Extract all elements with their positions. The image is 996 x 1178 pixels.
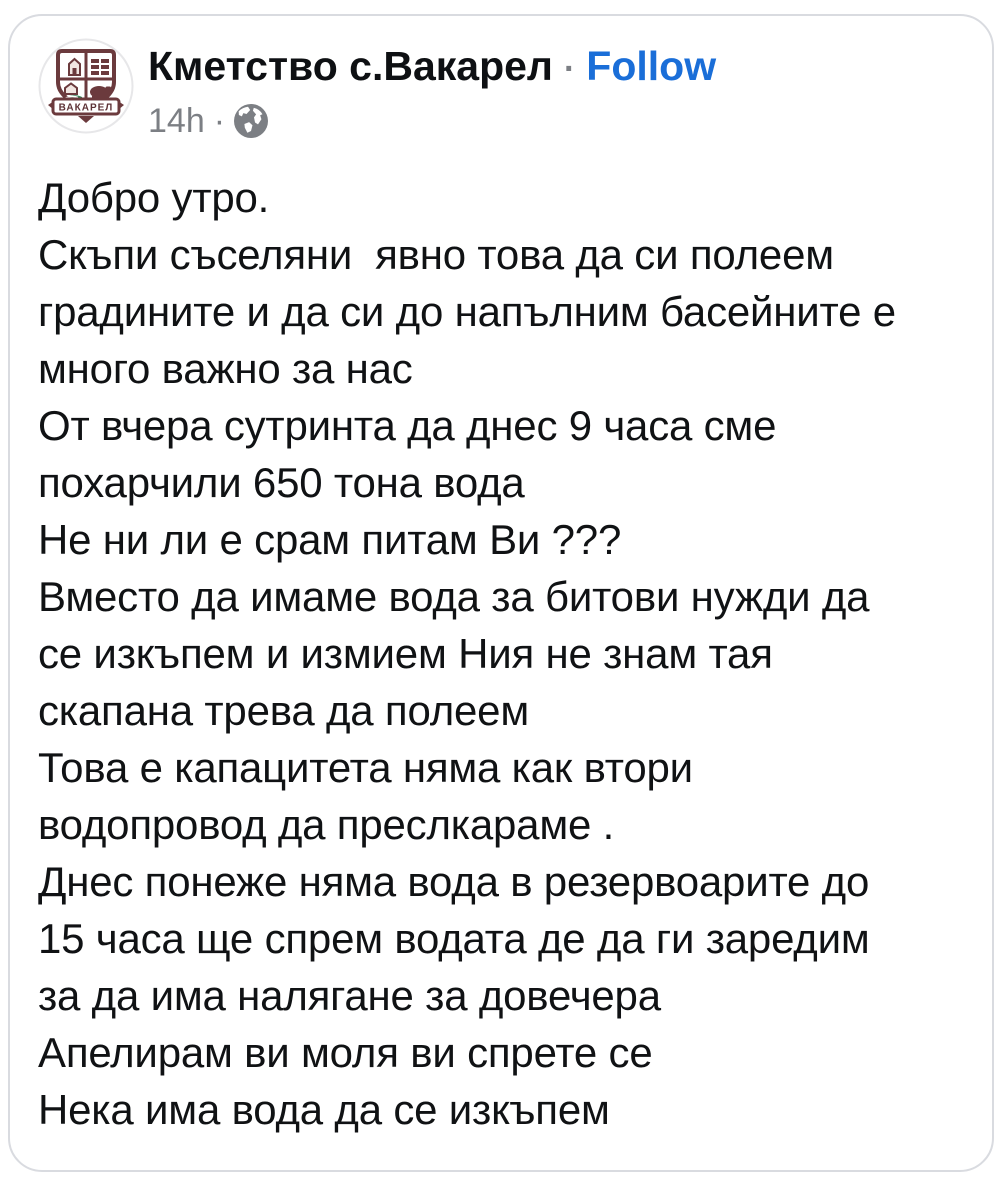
page-name-row (148, 42, 716, 93)
vakarel-crest-logo (38, 38, 134, 134)
page-avatar[interactable] (38, 38, 134, 134)
post-text-line: От вчера сутринта да днес 9 часа сме (38, 402, 777, 449)
post-timestamp[interactable]: 14h (148, 102, 205, 140)
post-text-line: градините и да си до напълним басейните е (38, 288, 896, 335)
post-text-line: Вместо да имаме вода за битови нужди да (38, 573, 870, 620)
post-text-line: 15 часа ще спрем водата де да ги заредим (38, 915, 870, 962)
post-text-line: Това е капацитета няма как втори (38, 744, 693, 791)
post-text-line: се изкъпем и измием Ния не знам тая (38, 630, 773, 677)
page-name-link[interactable]: Кметство с.Вакарел (148, 43, 553, 89)
post-text-line: похарчили 650 тона вода (38, 459, 525, 506)
post-text-line: Днес понеже няма вода в резервоарите до (38, 858, 870, 905)
post-text-line: скапана трева да полеем (38, 687, 530, 734)
post-meta-row (148, 102, 716, 140)
facebook-post-card (8, 14, 994, 1172)
avatar-banner-text: ВАКАРЕЛ (58, 102, 114, 114)
post-text-line: водопровод да преслкараме . (38, 801, 615, 848)
post-header (10, 16, 992, 140)
follow-button[interactable]: Follow (586, 43, 717, 89)
meta-separator-dot: · (213, 102, 226, 140)
post-text-line: Нека има вода да се изкъпем (38, 1086, 610, 1133)
post-text-line: Апелирам ви моля ви спрете се (38, 1029, 653, 1076)
post-text-line: Не ни ли е срам питам Ви ??? (38, 516, 622, 563)
post-text-line: за да има налягане за довечера (38, 972, 661, 1019)
post-text-line: Скъпи съселяни явно това да си полеем (38, 231, 834, 278)
post-text-line: Добро утро. (38, 174, 270, 221)
post-header-info (148, 38, 716, 140)
globe-icon (234, 104, 268, 138)
name-separator-dot: · (563, 50, 576, 88)
post-body-text (10, 169, 992, 1138)
post-text-line: много важно за нас (38, 345, 413, 392)
